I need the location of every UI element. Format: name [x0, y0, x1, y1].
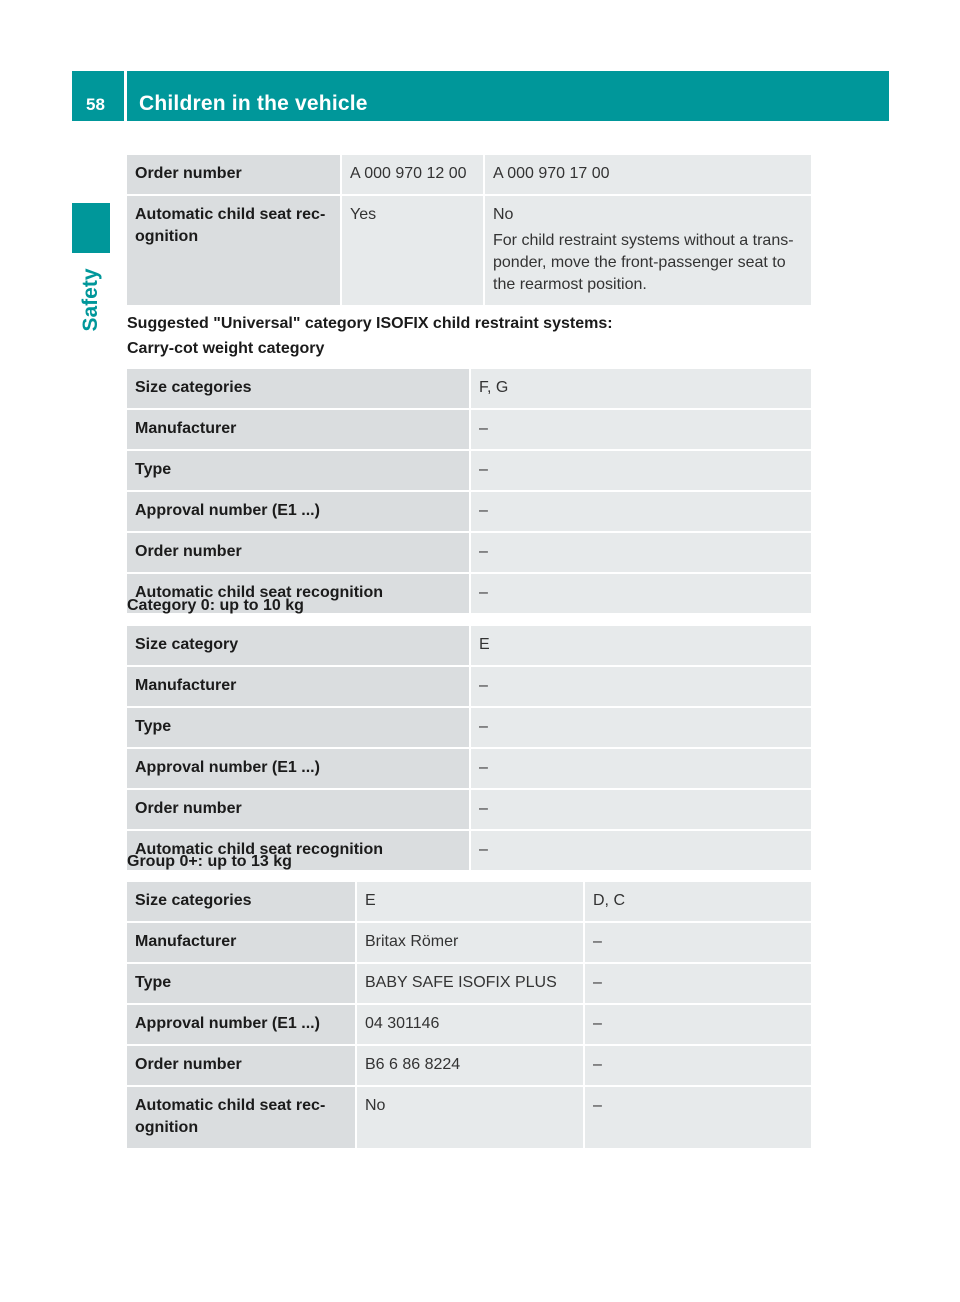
table-row — [127, 410, 811, 451]
row-label: Manufacturer — [127, 923, 355, 964]
table-row — [127, 451, 811, 492]
table-row — [127, 964, 811, 1005]
cell-value: – — [469, 667, 811, 708]
row-label-text: Automatic child seat rec- ognition — [135, 206, 326, 245]
cell-value: – — [583, 1046, 811, 1087]
cell-value: A 000 970 17 00 — [483, 155, 811, 196]
row-label: Type — [127, 451, 469, 492]
cell-value: – — [469, 410, 811, 451]
cell-value: – — [583, 1005, 811, 1046]
carry-cot-heading: Carry-cot weight category — [127, 340, 325, 357]
page-title: Children in the vehicle — [139, 92, 368, 115]
row-label-text: Automatic child seat rec- ognition — [135, 1097, 326, 1136]
group0plus-heading: Group 0+: up to 13 kg — [127, 853, 292, 870]
cell-value: BABY SAFE ISOFIX PLUS — [355, 964, 583, 1005]
table-row — [127, 1046, 811, 1087]
row-label: Manufacturer — [127, 410, 469, 451]
row-label: Order number — [127, 155, 340, 196]
row-label — [127, 196, 340, 307]
row-label — [127, 1087, 355, 1150]
table-row — [127, 626, 811, 667]
header-divider — [124, 71, 127, 121]
cell-value: – — [583, 1087, 811, 1150]
table-row — [127, 1087, 811, 1150]
row-label: Type — [127, 708, 469, 749]
cell-value: E — [355, 882, 583, 923]
table-row — [127, 790, 811, 831]
top-table — [127, 155, 811, 307]
row-label: Size category — [127, 626, 469, 667]
cell-value: – — [583, 964, 811, 1005]
cell-value-text: No — [493, 206, 514, 223]
row-label: Approval number (E1 ...) — [127, 1005, 355, 1046]
cell-value: F, G — [469, 369, 811, 410]
cell-value: E — [469, 626, 811, 667]
section-tab-marker — [72, 203, 110, 253]
table-row — [127, 492, 811, 533]
cell-value: – — [469, 492, 811, 533]
page-number: 58 — [86, 95, 105, 114]
table-row — [127, 155, 811, 196]
cell-value: No — [355, 1087, 583, 1150]
section-label — [72, 260, 110, 340]
cell-value: Yes — [340, 196, 483, 307]
cell-value: – — [469, 533, 811, 574]
cell-value: 04 301146 — [355, 1005, 583, 1046]
table-row — [127, 369, 811, 410]
row-label: Size categories — [127, 882, 355, 923]
cell-value: – — [469, 790, 811, 831]
table-row — [127, 708, 811, 749]
table-row — [127, 749, 811, 790]
cell-value: A 000 970 12 00 — [340, 155, 483, 196]
row-label: Automatic child seat recognition — [127, 831, 469, 872]
row-label: Approval number (E1 ...) — [127, 749, 469, 790]
cell-value: – — [469, 574, 811, 615]
table-row — [127, 923, 811, 964]
cell-value: – — [583, 923, 811, 964]
cell-value — [483, 196, 811, 307]
cell-value: – — [469, 708, 811, 749]
table-row — [127, 1005, 811, 1046]
row-label: Type — [127, 964, 355, 1005]
table-row — [127, 882, 811, 923]
table-row — [127, 667, 811, 708]
cell-value: – — [469, 451, 811, 492]
table-row — [127, 196, 811, 307]
row-label: Automatic child seat recognition — [127, 574, 469, 615]
suggested-heading: Suggested "Universal" category ISOFIX child restraint systems: — [127, 315, 613, 332]
cell-value: D, C — [583, 882, 811, 923]
row-label: Size categories — [127, 369, 469, 410]
cell-value: – — [469, 831, 811, 872]
carry-cot-table — [127, 369, 811, 615]
group0plus-table — [127, 882, 811, 1150]
row-label: Order number — [127, 1046, 355, 1087]
category0-heading: Category 0: up to 10 kg — [127, 597, 304, 614]
row-label: Order number — [127, 790, 469, 831]
cell-value: Britax Römer — [355, 923, 583, 964]
row-label: Order number — [127, 533, 469, 574]
cell-note: For child restraint systems without a trans- ponder, move the front-passenger seat to the rearmost position. — [493, 232, 794, 293]
row-label: Manufacturer — [127, 667, 469, 708]
cell-value: B6 6 86 8224 — [355, 1046, 583, 1087]
row-label: Approval number (E1 ...) — [127, 492, 469, 533]
category0-table — [127, 626, 811, 872]
section-label-text: Safety — [79, 268, 102, 332]
table-row — [127, 533, 811, 574]
cell-value: – — [469, 749, 811, 790]
